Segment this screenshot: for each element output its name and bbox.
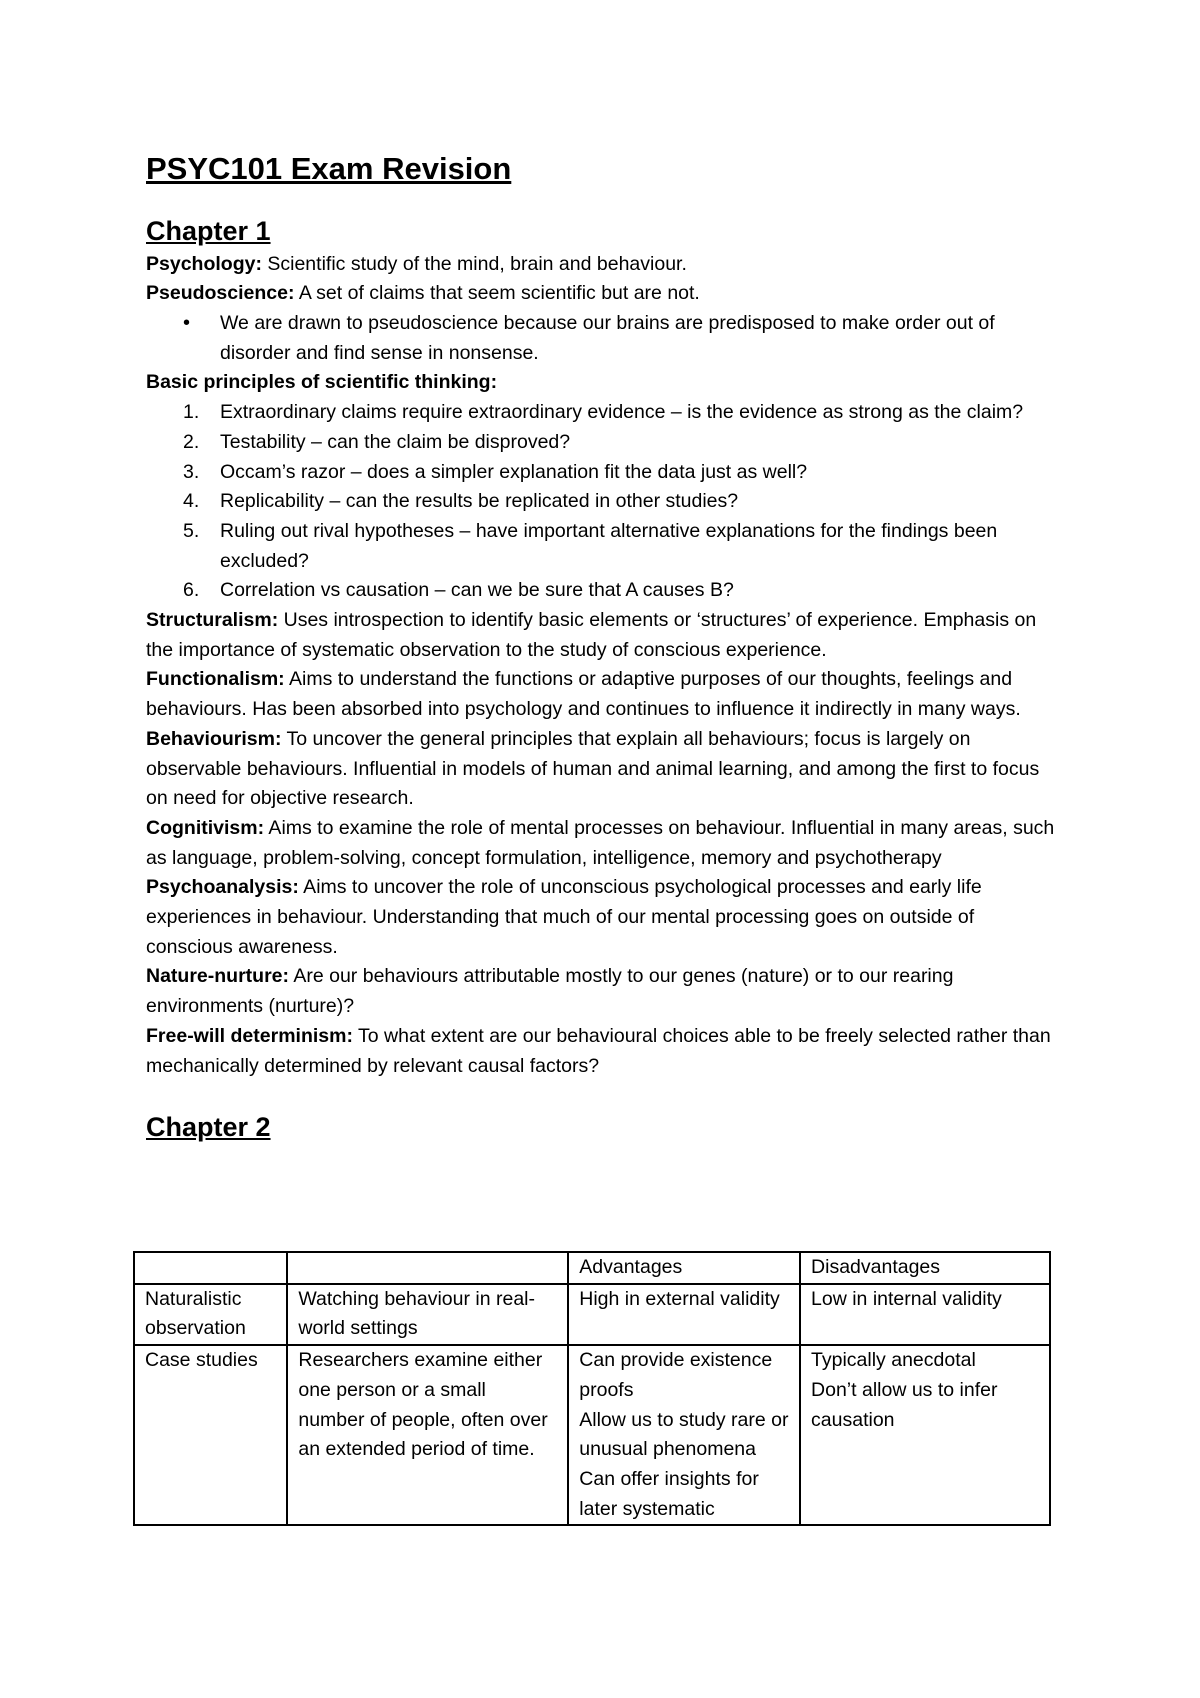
disadvantage-item: Don’t allow us to infer causation [811,1378,998,1431]
definition-psychology [146,250,1066,280]
term-psychology: Psychology: [146,252,262,275]
document-page [146,150,1066,1146]
chapter-2-heading: Chapter 2 [146,1112,271,1143]
principle-number: 6. [183,579,200,602]
disadvantages-cell [800,1284,1050,1345]
definition-text: To uncover the general principles that explain all behaviours; focus is largely on observable behaviours. Influential in models of human and animal learning, and among the first to focus on need for objective research. [146,727,1040,810]
principles-heading: Basic principles of scientific thinking: [146,371,498,394]
principle-text: Replicability – can the results be replicated in other studies? [220,490,739,513]
table-row [134,1345,1050,1525]
principle-number: 2. [183,430,200,453]
description-cell: Researchers examine either one person or a small number of people, often over an extended period of time. [287,1345,568,1525]
advantage-item: High in external validity [579,1287,780,1310]
header-cell [287,1252,568,1284]
description-cell: Watching behaviour in real-world settings [287,1284,568,1345]
advantage-item: Allow us to study rare or unusual phenomena [579,1408,789,1461]
advantages-cell [568,1284,800,1345]
principle-text: Extraordinary claims require extraordinary evidence – is the evidence as strong as the claim? [220,401,1024,424]
definition-free-will [146,1022,1066,1081]
principle-item [183,458,1066,488]
term-free-will: Free-will determinism: [146,1024,353,1047]
chapter-1-body [146,250,1066,1082]
principle-text: Occam’s razor – does a simpler explanation fit the data just as well? [220,460,808,483]
pseudoscience-bullet-list [146,309,1066,368]
definition-text: Scientific study of the mind, brain and behaviour. [261,252,687,275]
definition-nature-nurture [146,962,1066,1021]
principle-number: 3. [183,460,200,483]
definition-text: Are our behaviours attributable mostly to our genes (nature) or to our rearing environments (nurture)? [146,965,954,1018]
principle-text: Correlation vs causation – can we be sure that A causes B? [220,579,734,602]
definition-text: To what extent are our behavioural choices able to be freely selected rather than mechanically determined by relevant causal factors? [146,1024,1051,1077]
term-nature-nurture: Nature-nurture: [146,965,290,988]
definition-cognitivism [146,814,1066,873]
advantages-cell [568,1345,800,1525]
term-functionalism: Functionalism: [146,668,285,691]
method-cell: Naturalistic observation [134,1284,287,1345]
definition-text: Aims to uncover the role of unconscious psychological processes and early life experiences in behaviour. Understanding that much of our mental processing goes on outside of conscious awareness. [146,876,982,958]
definition-structuralism [146,606,1066,665]
principle-number: 4. [183,490,200,513]
definition-psychoanalysis [146,873,1066,962]
section-spacer [146,1081,1066,1111]
header-cell [134,1252,287,1284]
header-cell-advantages: Advantages [568,1252,800,1284]
term-structuralism: Structuralism: [146,609,279,632]
page-title: PSYC101 Exam Revision [146,151,512,186]
table-header-row [134,1252,1050,1284]
principle-text: Testability – can the claim be disproved? [220,430,571,453]
principle-item [183,487,1066,517]
principle-item [183,517,1066,576]
principle-item [183,398,1066,428]
header-cell-disadvantages: Disadvantages [800,1252,1050,1284]
principle-item [183,428,1066,458]
definition-text: A set of claims that seem scientific but are not. [294,282,700,305]
principles-list [146,398,1066,606]
term-cognitivism: Cognitivism: [146,816,265,839]
research-methods-table [133,1251,1051,1526]
definition-text: Aims to understand the functions or adaptive purposes of our thoughts, feelings and behaviours. Has been absorbed into psychology and continues to influence it indirectly in many ways. [146,668,1021,721]
definition-behaviourism [146,725,1066,814]
term-pseudoscience: Pseudoscience: [146,282,295,305]
method-cell: Case studies [134,1345,287,1525]
disadvantage-item: Low in internal validity [811,1287,1002,1310]
principle-text: Ruling out rival hypotheses – have important alternative explanations for the findings been excluded? [220,519,998,572]
advantage-item: Can provide existence proofs [579,1349,773,1401]
advantage-item: Can offer insights for later systematic [579,1467,759,1520]
definition-text: Uses introspection to identify basic elements or ‘structures’ of experience. Emphasis on the importance of systematic observation to the study of conscious experience. [146,609,1037,661]
disadvantage-item: Typically anecdotal [811,1349,976,1372]
principle-number: 1. [183,401,200,424]
chapter-1-heading: Chapter 1 [146,216,271,247]
principle-item [183,576,1066,606]
term-psychoanalysis: Psychoanalysis: [146,876,299,899]
definition-functionalism [146,665,1066,724]
definition-text: Aims to examine the role of mental processes on behaviour. Influential in many areas, such as language, problem-solving, concept formulation, intelligence, memory and psychotherapy [146,816,1055,869]
principle-number: 5. [183,519,200,542]
definition-pseudoscience [146,279,1066,309]
bullet-item: • We are drawn to pseudoscience because our brains are predisposed to make order out of disorder and find sense in nonsense. [220,309,1066,368]
disadvantages-cell [800,1345,1050,1525]
table-row [134,1284,1050,1345]
term-behaviourism: Behaviourism: [146,727,282,750]
